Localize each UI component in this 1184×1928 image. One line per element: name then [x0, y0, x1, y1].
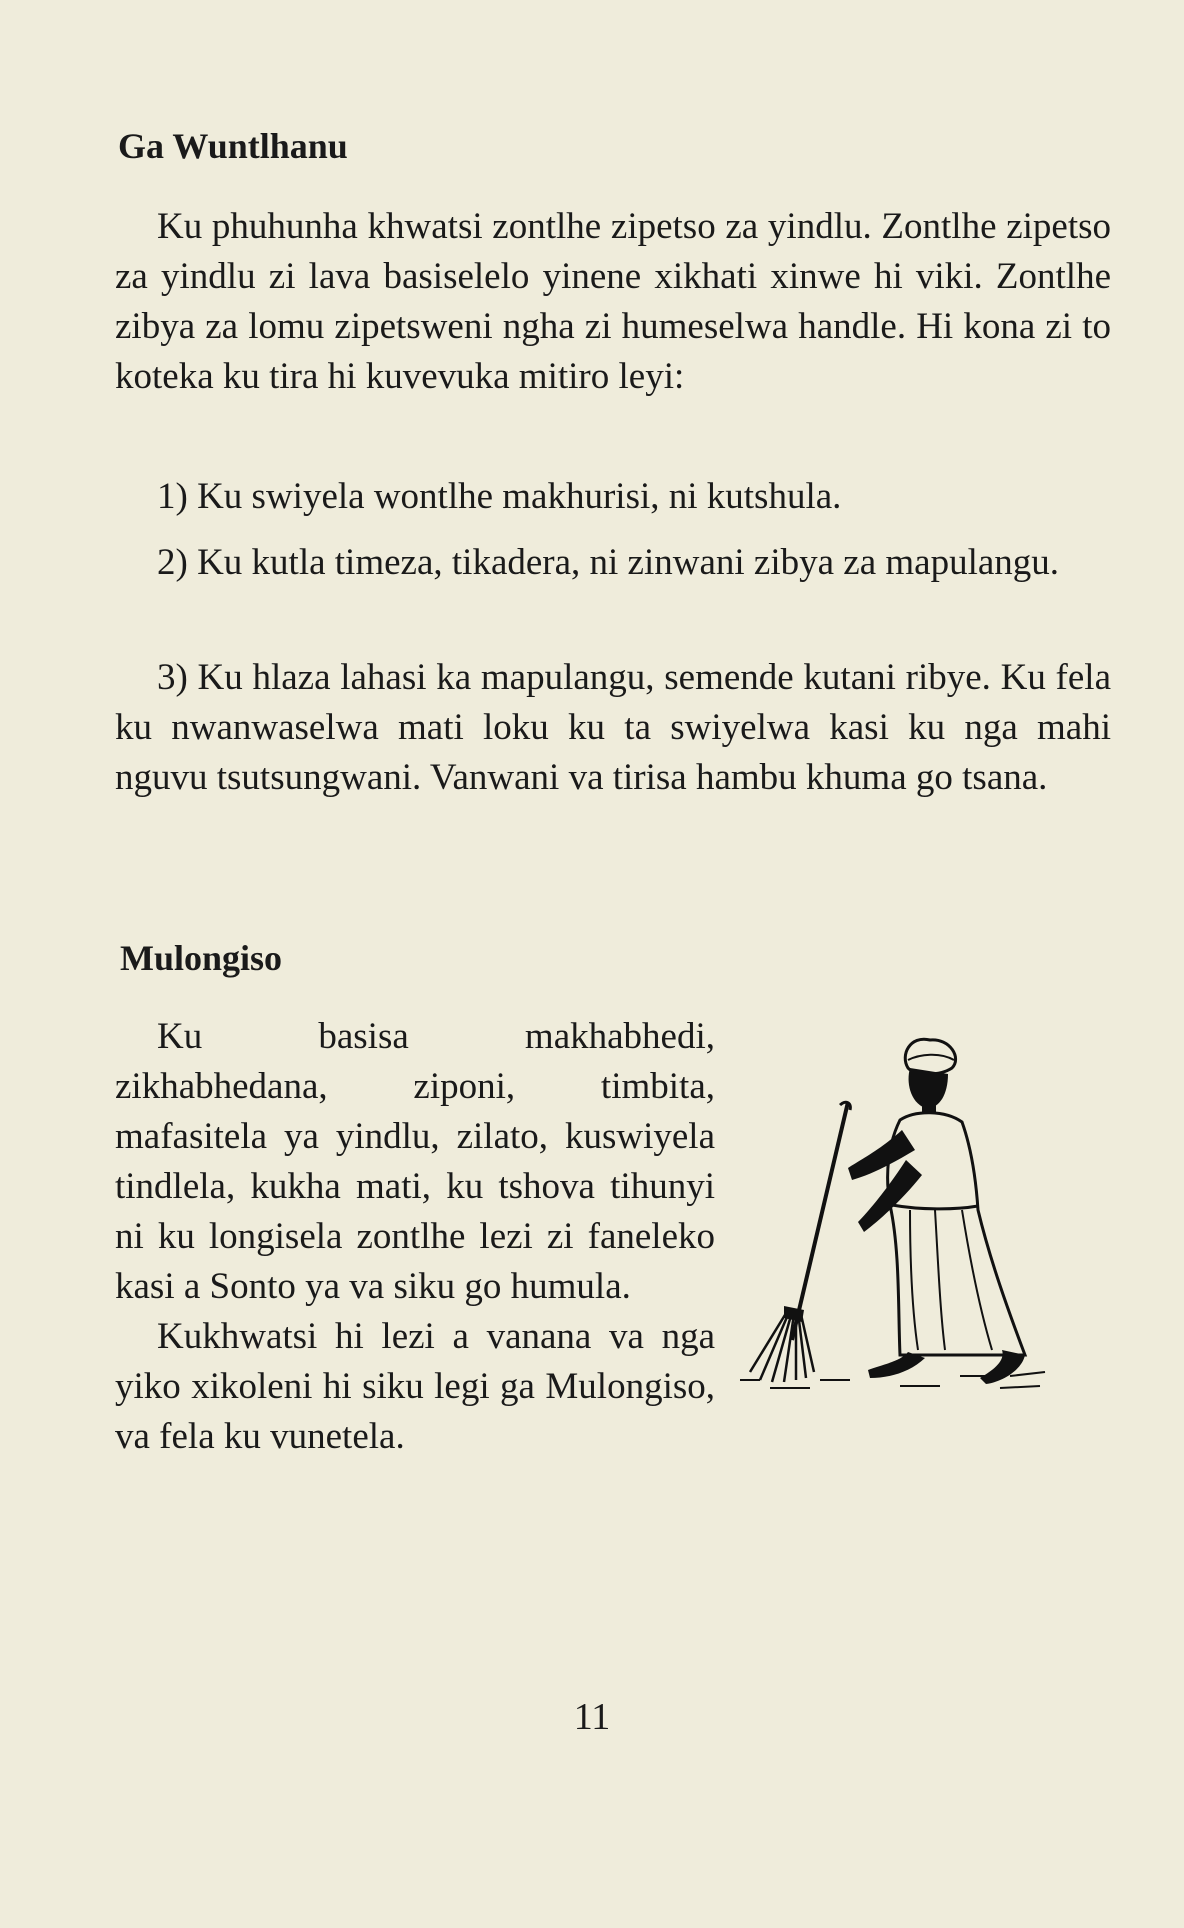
page-number: 11 — [573, 1696, 611, 1738]
intro-paragraph — [115, 202, 1111, 402]
list-item-text: 1) Ku swiyela wontlhe makhurisi, ni kutshula. — [157, 476, 842, 517]
intro-text: Ku phuhunha khwatsi zontlhe zipetso za yindlu. Zontlhe zipetso za yindlu zi lava basiselelo yinene xikhati xinwe hi viki. Zontlhe zibya za lomu zipetsweni ngha zi humeselwa handle. Hi kona zi to koteka ku tira hi kuvevuka mitiro leyi: — [115, 206, 1111, 397]
section-heading-ga-wuntlhanu: Ga Wuntlhanu — [118, 126, 348, 166]
woman-sweeping-illustration-icon — [740, 1010, 1100, 1390]
section-heading-mulongiso: Mulongiso — [120, 938, 283, 978]
list-item-2 — [115, 538, 1111, 588]
list-item-1 — [115, 472, 1111, 522]
list-item-3 — [115, 653, 1111, 803]
mulongiso-paragraph-2: Kukhwatsi hi lezi a vanana va nga yiko xikoleni hi siku legi ga Mulongiso, va fela ku vunetela. — [115, 1316, 715, 1457]
list-item-text: 3) Ku hlaza lahasi ka mapulangu, semende kutani ribye. Ku fela ku nwanwaselwa mati loku ku ta swiyelwa kasi ku nga mahi nguvu tsutsungwani. Vanwani va tirisa hambu khuma go tsana. — [115, 657, 1111, 798]
list-item-text: 2) Ku kutla timeza, tikadera, ni zinwani zibya za mapulangu. — [157, 542, 1060, 583]
mulongiso-body — [115, 1012, 715, 1462]
mulongiso-paragraph-1: Ku basisa makhabhedi, zikhabhedana, ziponi, timbita, mafasitela ya yindlu, zilato, kuswiyela tindlela, kukha mati, ku tshova tihunyi ni ku longisela zontlhe lezi zi faneleko kasi a Sonto ya va siku go humula. — [115, 1016, 715, 1307]
